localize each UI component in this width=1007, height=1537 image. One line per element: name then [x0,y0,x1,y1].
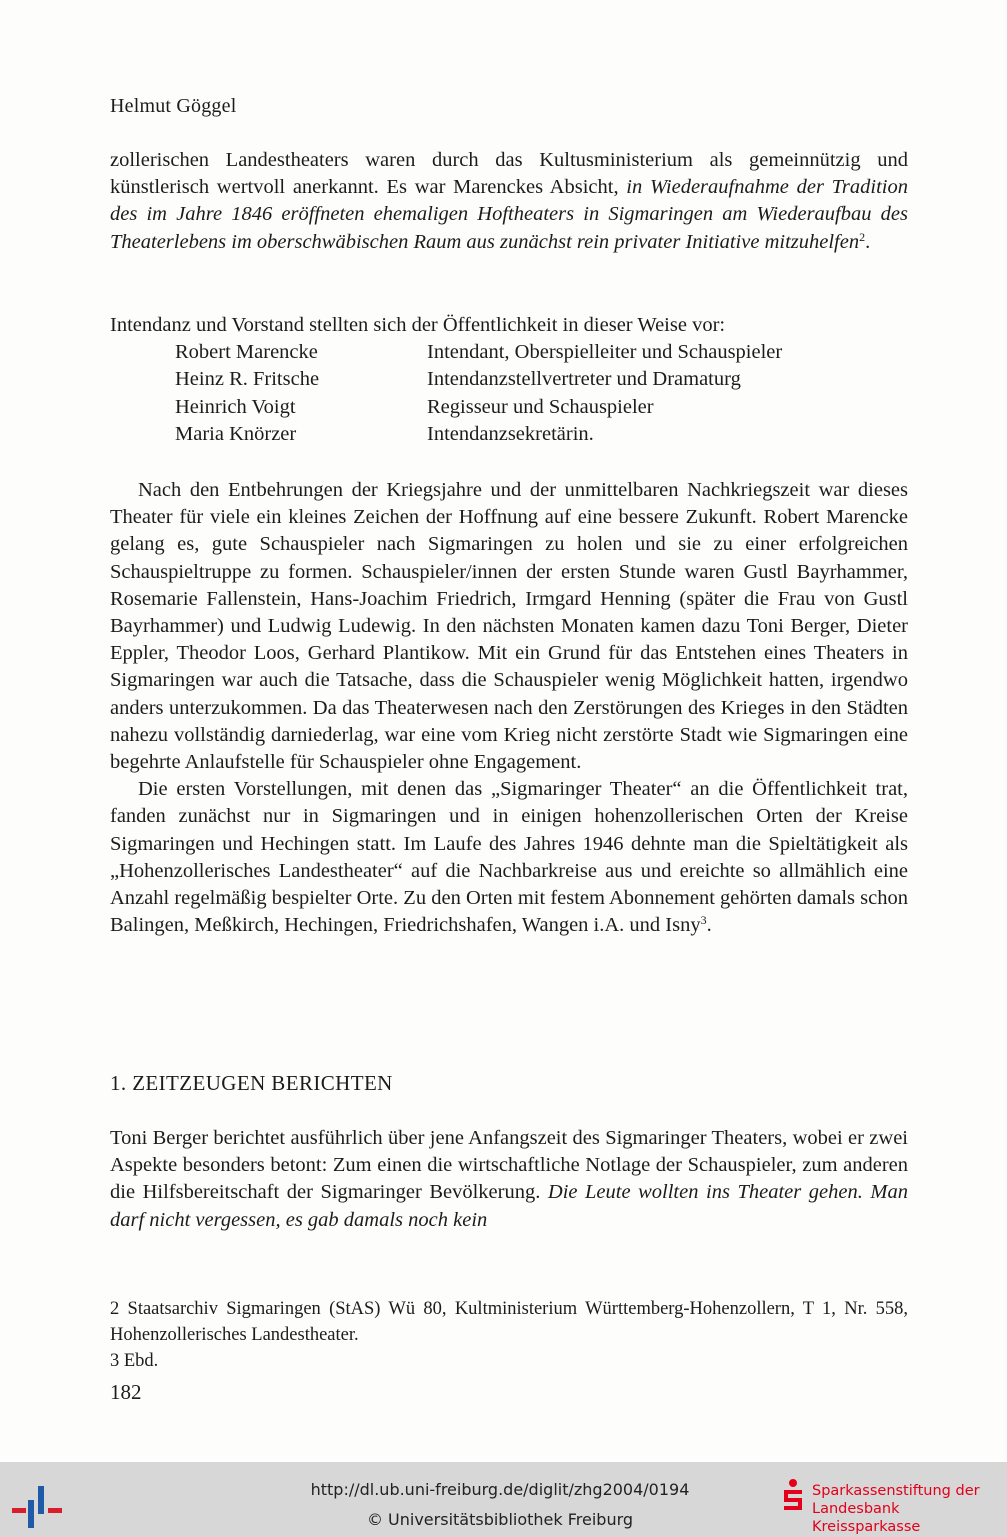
footnote-3: 3 Ebd. [110,1351,159,1371]
paragraph-nachkrieg: Nach den Entbehrungen der Kriegsjahre und der unmittelbaren Nachkriegszeit war dieses Theater für viele ein kleines Zeichen der Hoffnung auf eine bessere Zukunft. Robert Marencke gelang es, gute Schauspieler nach Sigmaringen zu holen und sie zu einer erfolgreichen Schauspieltruppe zu formen. Schauspieler/innen der ersten Stunde waren Gustl Bayrhammer, Rosemarie Fallenstein, Hans-Joachim Friedrich, Irmgard Henning (später die Frau von Gustl Bayrhammer) und Ludwig Ludewig. In den nächsten Monaten kamen dazu Toni Berger, Dieter Eppler, Theodor Loos, Gerhard Plantikow. Mit ein Grund für das Entstehen eines Theaters in Sigmaringen war auch die Tatsache, dass die Schauspieler wenig Möglichkeit hatten, irgendwo anders unterzukommen. Da das Theaterwesen nach den Zerstörungen des Krieges in den Städten nahezu vollständig darniederlag, war eine vom Krieg nicht zerstörte Stadt wie Sigmaringen eine begehrte Anlaufstelle für Schauspieler ohne Engagement. [110,479,908,774]
quoted-italic-text: Die Leute wollten ins Theater gehen. Man darf nicht vergessen, es gab damals noch kein [110,1181,908,1231]
footnote-ref-3[interactable]: 3 [700,913,707,928]
section-heading: 1. ZEITZEUGEN BERICHTEN [110,1071,393,1095]
quoted-italic-text: in Wiederaufnahme der Tradition des im Jahre 1846 eröffneten ehemaligen Hoftheaters in Sigmaringen am Wiederaufbau des Theaterlebens im oberschwäbischen Raum aus zunächst rein privater Initiative mitzuhelfen [110,176,908,253]
page-number: 182 [110,1380,142,1404]
paragraph-zeitzeugen: Toni Berger berichtet ausführlich über jene Anfangszeit des Sigmaringer Theaters, wobei er zwei Aspekte besonders betont: Zum einen die wirtschaftliche Notlage der Schauspieler, zum anderen die Hilfsbereitschaft der Sigmaringer Bevölkerung. Die Leute wollten ins Theater gehen. Man darf nicht vergessen, es gab damals noch kein [110,1127,908,1231]
paragraph-vorstellungen: Die ersten Vorstellungen, mit denen das „Sigmaringer Theater“ an die Öffentlichkeit trat, fanden zunächst nur in Sigmaringen und in einigen hohenzollerischen Orten der Kreise Sigmaringen und Hechingen statt. Im Laufe des Jahres 1946 dehnte man die Spieltätigkeit als „Hohenzollerisches Landestheater“ auf die Nachbarkreise aus und ereichte so allmählich eine Anzahl regelmäßig bespielter Orte. Zu den Orten mit festem Abonnement gehörten damals schon Balingen, Meßkirch, Hechingen, Friedrichshafen, Wangen i.A. und Isny$^3$. [110,778,908,937]
roster-row [110,366,908,393]
staff-roster [110,339,908,448]
footnote-2: 2 Staatsarchiv Sigmaringen (StAS) Wü 80, Kultministerium Württemberg-Hohenzollern, T 1, Nr. 558, Hohenzollerisches Landestheater. [110,1299,908,1345]
roster-name: Robert Marencke [175,341,318,364]
roster-row [110,421,908,448]
roster-name: Maria Knörzer [175,422,297,445]
sparkasse-s-icon [780,1478,806,1514]
roster-role: Intendant, Oberspielleiter und Schauspieler [427,341,783,364]
permalink-url[interactable]: http://dl.ub.uni-freiburg.de/diglit/zhg2004/0194 [310,1480,690,1499]
roster-role: Intendanzsekretärin. [427,422,594,445]
copyright-notice: © Universitätsbibliothek Freiburg [366,1510,634,1529]
paragraph-continuation: zollerischen Landestheaters waren durch das Kultusministerium als gemeinnützig und künstlerisch wertvoll anerkannt. Es war Marenckes Absicht, in Wiederaufnahme der Tradition des im Jahre 1846 eröffneten ehemaligen Hoftheaters in Sigmaringen am Wiederaufbau des Theaterlebens im oberschwäbischen Raum aus zunächst rein privater Initiative mitzuhelfen$^2$. [110,149,908,253]
roster-row [110,339,908,366]
sponsor-name: Sparkassenstiftung der Landesbank Kreissparkasse [812,1483,980,1535]
roster-row [110,394,908,421]
list-intro: Intendanz und Vorstand stellten sich der Öffentlichkeit in dieser Weise vor: [110,314,726,336]
intendanz-list-block [110,312,908,448]
running-head-author: Helmut Göggel [110,95,237,117]
roster-role: Intendanzstellvertreter und Dramaturg [427,368,741,391]
viewer-footer-bar [0,1462,1007,1537]
roster-role: Regisseur und Schauspieler [427,395,654,418]
footnotes [110,1296,908,1374]
footnote-ref-2[interactable]: 2 [859,229,866,244]
body-paragraphs [110,477,908,939]
paragraph-text: zollerischen Landestheaters waren durch das Kultusministerium als gemeinnützig und künstlerisch wertvoll anerkannt. Es war Marenckes Absicht, [110,149,908,199]
roster-name: Heinz R. Fritsche [175,368,320,391]
roster-name: Heinrich Voigt [175,395,296,418]
